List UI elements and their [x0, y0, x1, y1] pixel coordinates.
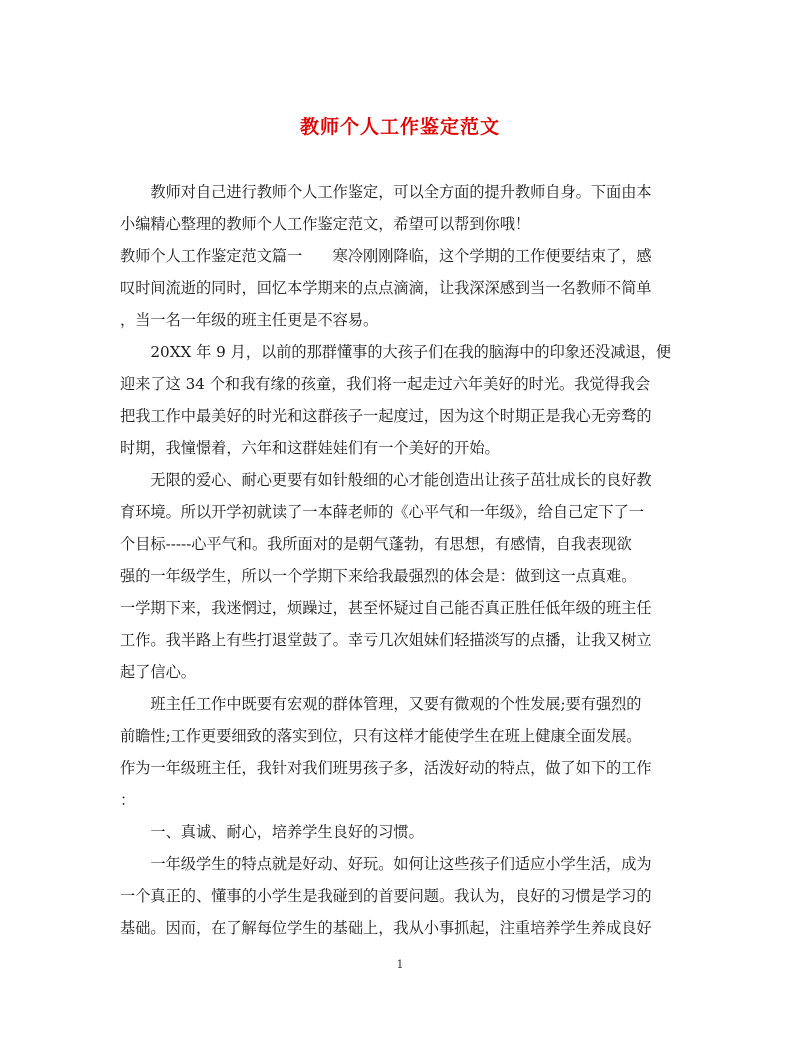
text-line: 把我工作中最美好的时光和这群孩子一起度过，因为这个时期正是我心无旁骛的 [120, 407, 652, 425]
text-line: 小编精心整理的教师个人工作鉴定范文，希望可以帮到你哦！ [120, 215, 531, 233]
document-body [120, 176, 686, 944]
text-line: ： [120, 791, 136, 809]
text-line: 教师对自己进行教师个人工作鉴定，可以全方面的提升教师自身。下面由本 [120, 183, 652, 201]
text-line: 强的一年级学生，所以一个学期下来给我最强烈的体会是：做到这一点真难。 [120, 567, 637, 585]
text-line: 班主任工作中既要有宏观的群体管理，又要有微观的个性发展;要有强烈的 [120, 695, 642, 713]
text-line: 起了信心。 [120, 663, 196, 681]
text-line: 前瞻性;工作更要细致的落实到位，只有这样才能使学生在班上健康全面发展。 [120, 727, 642, 745]
text-line: 基础。因而，在了解每位学生的基础上，我从小事抓起，注重培养学生养成良好 [120, 919, 652, 937]
text-line: 作为一年级班主任，我针对我们班男孩子多，活泼好动的特点，做了如下的工作 [120, 759, 652, 777]
text-line: 迎来了这 34 个和我有缘的孩童，我们将一起走过六年美好的时光。我觉得我会 [120, 375, 651, 393]
text-line: 无限的爱心、耐心更要有如针般细的心才能创造出让孩子茁壮成长的良好教 [120, 471, 652, 489]
text-line: 教师个人工作鉴定范文篇一 寒冷刚刚降临，这个学期的工作便要结束了，感 [120, 247, 652, 265]
text-line: 一学期下来，我迷惘过，烦躁过，甚至怀疑过自己能否真正胜任低年级的班主任 [120, 599, 652, 617]
text-line: ，当一名一年级的班主任更是不容易。 [120, 311, 379, 329]
text-line: 一个真正的、懂事的小学生是我碰到的首要问题。我认为，良好的习惯是学习的 [120, 887, 652, 905]
document-title: 教师个人工作鉴定范文 [299, 116, 500, 138]
text-line: 一、真诚、耐心，培养学生良好的习惯。 [120, 823, 424, 841]
text-line: 叹时间流逝的同时，回忆本学期来的点点滴滴，让我深深感到当一名教师不简单 [120, 279, 652, 297]
page-number: 1 [396, 958, 404, 971]
text-line: 时期，我憧憬着，六年和这群娃娃们有一个美好的开始。 [120, 439, 500, 457]
text-line: 工作。我半路上有些打退堂鼓了。幸亏几次姐妹们轻描淡写的点播，让我又树立 [120, 631, 652, 649]
text-line: 一年级学生的特点就是好动、好玩。如何让这些孩子们适应小学生活，成为 [120, 855, 652, 873]
text-line: 个目标-----心平气和。我所面对的是朝气蓬勃，有思想，有感情，自我表现欲 [120, 535, 632, 553]
text-line: 20XX 年 9 月，以前的那群懂事的大孩子们在我的脑海中的印象还没减退，便 [120, 343, 672, 361]
text-line: 育环境。所以开学初就读了一本薛老师的《心平气和一年级》，给自己定下了一 [120, 503, 644, 521]
